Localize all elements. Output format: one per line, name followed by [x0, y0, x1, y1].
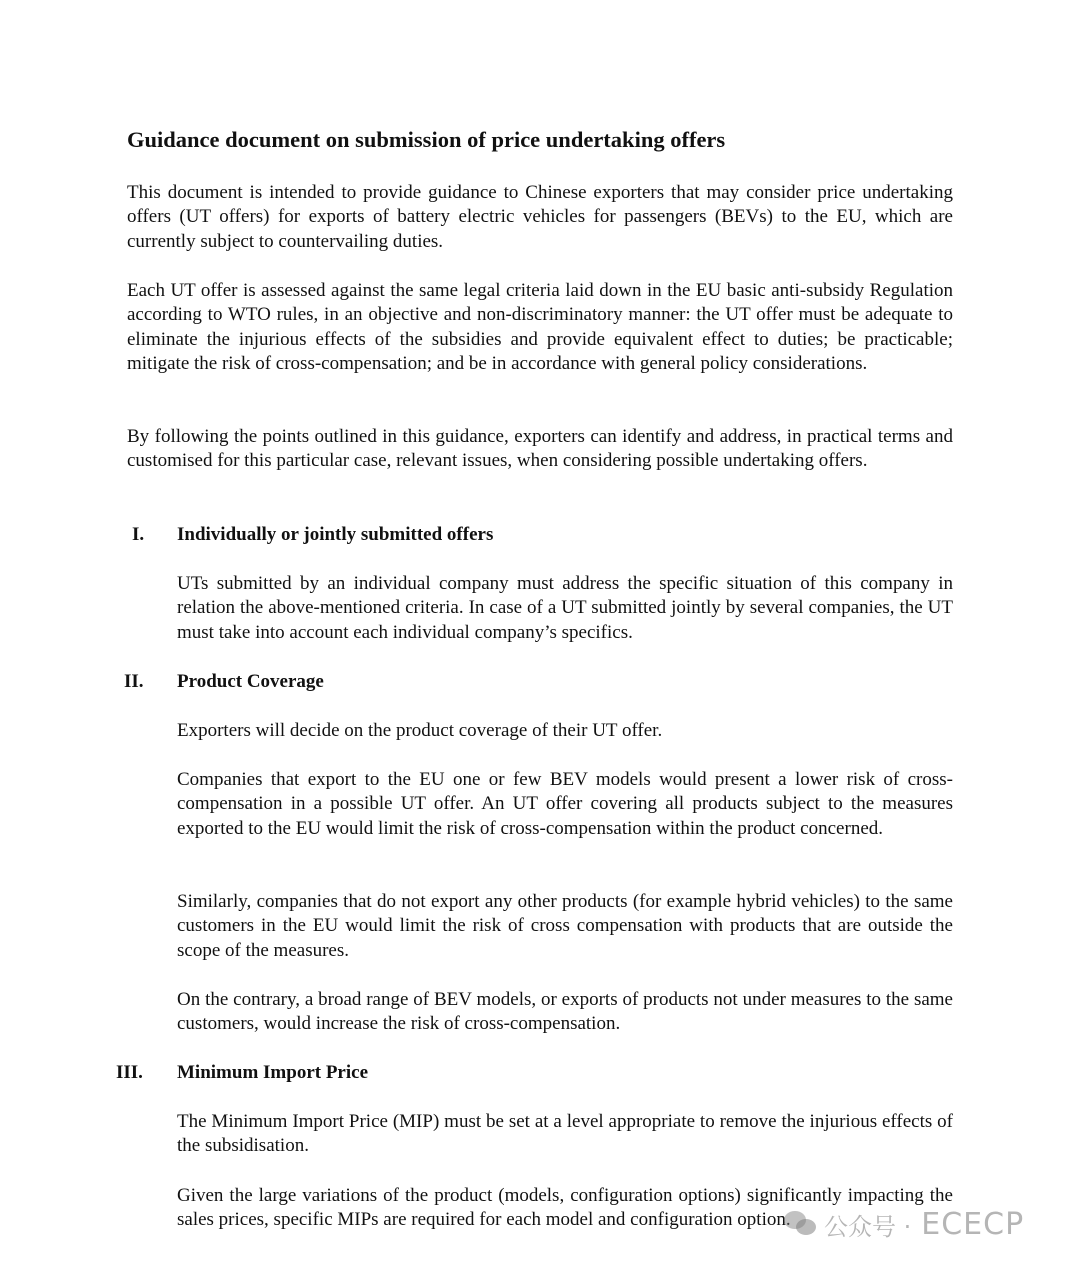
intro-paragraph-3: By following the points outlined in this guidance, exporters can identify and address, in practical terms and customised for this particular case, relevant issues, when considering possible undertaking offers.: [127, 426, 953, 472]
section-2-paragraph-2: Companies that export to the EU one or few BEV models would present a lower risk of cross-compensation in a possible UT offer. An UT offer covering all products subject to the measures exported to the EU would limit the risk of cross-compensation within the product concerned.: [177, 769, 953, 839]
watermark-label: 公众号 ·: [824, 1212, 912, 1241]
watermark: [784, 1204, 1024, 1244]
section-number: III.: [116, 1062, 143, 1083]
section-number: I.: [132, 524, 145, 545]
document-title: Guidance document on submission of price undertaking offers: [127, 127, 726, 152]
intro-paragraph-2: Each UT offer is assessed against the same legal criteria laid down in the EU basic anti-subsidy Regulation according to WTO rules, in an objective and non-discriminatory manner: the UT offer must be adequate to eliminate the injurious effects of the subsidies and provide equivalent effect to duties; be practicable; mitigate the risk of cross-compensation; and be in accordance with general policy considerations.: [127, 280, 953, 375]
watermark-account: ECECP: [921, 1206, 1025, 1242]
wechat-icon: [784, 1209, 818, 1239]
section-3-paragraph-1: The Minimum Import Price (MIP) must be set at a level appropriate to remove the injurious effects of the subsidisation.: [177, 1111, 953, 1157]
section-2-paragraph-3: Similarly, companies that do not export any other products (for example hybrid vehicles) to the same customers in the EU would limit the risk of cross compensation with products that are outside the scope of the measures.: [177, 891, 953, 961]
section-1-paragraph-1: UTs submitted by an individual company must address the specific situation of this company in relation the above-mentioned criteria. In case of a UT submitted jointly by several companies, the UT must take into account each individual company’s specifics.: [177, 573, 953, 643]
intro-paragraph-1: This document is intended to provide guidance to Chinese exporters that may consider price undertaking offers (UT offers) for exports of battery electric vehicles for passengers (BEVs) to the EU, which are currently subject to countervailing duties.: [127, 182, 953, 252]
section-3-paragraph-2: Given the large variations of the product (models, configuration options) significantly impacting the sales prices, specific MIPs are required for each model and configuration option.: [177, 1185, 953, 1231]
section-2-paragraph-1: Exporters will decide on the product coverage of their UT offer.: [177, 720, 663, 741]
section-title: Minimum Import Price: [177, 1062, 369, 1083]
section-title: Individually or jointly submitted offers: [177, 524, 494, 545]
section-number: II.: [124, 671, 144, 692]
section-title: Product Coverage: [177, 671, 324, 692]
section-2-paragraph-4: On the contrary, a broad range of BEV models, or exports of products not under measures to the same customers, would increase the risk of cross-compensation.: [177, 989, 953, 1035]
